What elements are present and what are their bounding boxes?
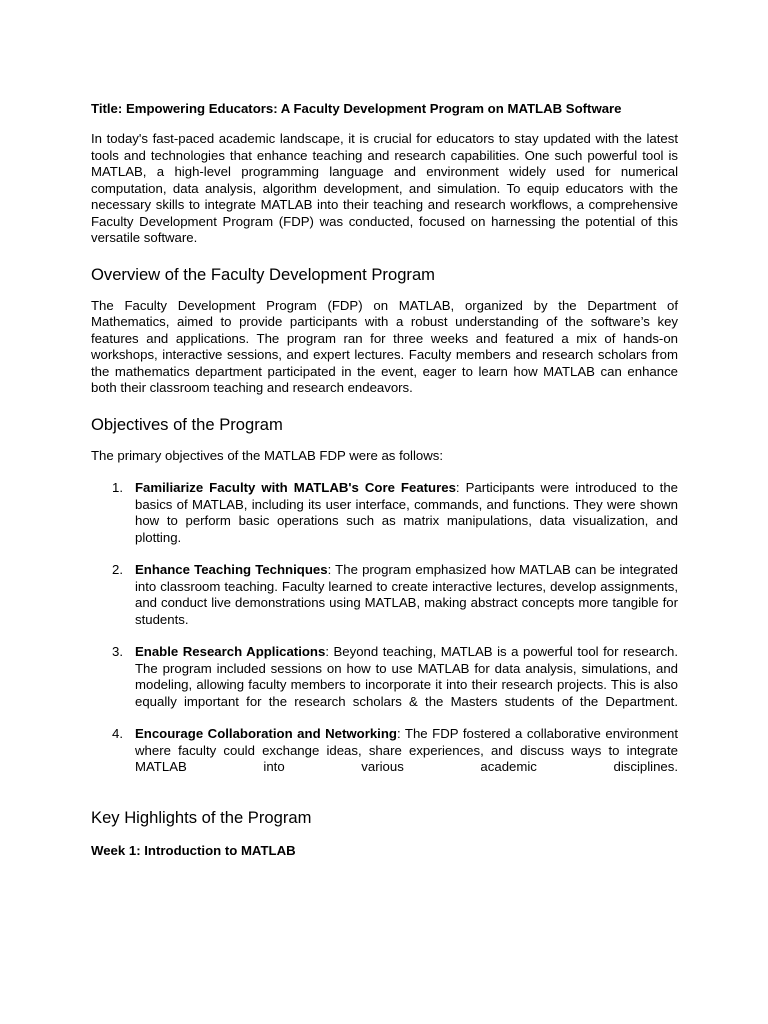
overview-heading: Overview of the Faculty Development Program — [91, 264, 435, 284]
title-label: Title: — [91, 101, 123, 116]
objective-item — [91, 726, 678, 776]
objective-number: 2. — [112, 562, 123, 577]
objective-number: 3. — [112, 644, 123, 659]
intro-paragraph: In today's fast-paced academic landscape, it is crucial for educators to stay updated with the latest tools and technologies that enhance teaching and research capabilities. One such powerful tool is MATLAB, a high-level programming language and environment widely used for numerical computation, data analysis, algorithm development, and simulation. To equip educators with the necessary skills to integrate MATLAB into their teaching and research workflows, a comprehensive Faculty Development Program (FDP) was conducted, focused on harnessing the potential of this versatile software. — [91, 131, 678, 245]
objective-term: Enable Research Applications — [135, 644, 326, 659]
objective-term: Enhance Teaching Techniques — [135, 562, 328, 577]
title-text: Empowering Educators: A Faculty Development Program on MATLAB Software — [125, 101, 622, 116]
objective-term: Familiarize Faculty with MATLAB's Core Features — [135, 480, 456, 495]
overview-paragraph: The Faculty Development Program (FDP) on MATLAB, organized by the Department of Mathematics, aimed to provide participants with a robust understanding of the software’s key features and applications. The program ran for three weeks and featured a mix of hands-on workshops, interactive sessions, and expert lectures. Faculty members and research scholars from the mathematics department participated in the event, eager to learn how MATLAB can enhance both their classroom teaching and research endeavors. — [91, 297, 678, 395]
objectives-list — [91, 480, 678, 776]
objective-number: 1. — [112, 480, 123, 495]
objective-item — [91, 480, 678, 546]
objective-text: : The program emphasized how MATLAB can be integrated into classroom teaching. Faculty learned to create interactive lectures, develop assignments, and conduct live demonstrations using MATLAB, making abstract concepts more tangible for students. — [135, 562, 678, 627]
objective-item — [91, 562, 678, 628]
objective-number: 4. — [112, 726, 123, 741]
objectives-heading: Objectives of the Program — [91, 414, 283, 434]
document-title — [91, 100, 678, 117]
objective-item — [91, 644, 678, 710]
highlights-heading: Key Highlights of the Program — [91, 807, 312, 827]
objective-text: : Beyond teaching, MATLAB is a powerful tool for research. The program included sessions on how to use MATLAB for data analysis, simulations, and modeling, allowing faculty members to incorporate it into their research projects. This is also equally important for the research scholars & the Masters students of the Department. — [135, 644, 679, 709]
objective-text: : The FDP fostered a collaborative environment where faculty could exchange ideas, share experiences, and discuss ways to integrate MATLAB into various academic disciplines. — [135, 726, 678, 774]
week1-heading: Week 1: Introduction to MATLAB — [91, 842, 296, 858]
objectives-lead: The primary objectives of the MATLAB FDP were as follows: — [91, 447, 444, 463]
objective-term: Encourage Collaboration and Networking — [135, 726, 397, 741]
objective-text: : Participants were introduced to the basics of MATLAB, including its user interface, commands, and functions. They were shown how to perform basic operations such as matrix manipulations, data visualization, and plotting. — [135, 480, 678, 545]
document-body — [91, 100, 678, 859]
